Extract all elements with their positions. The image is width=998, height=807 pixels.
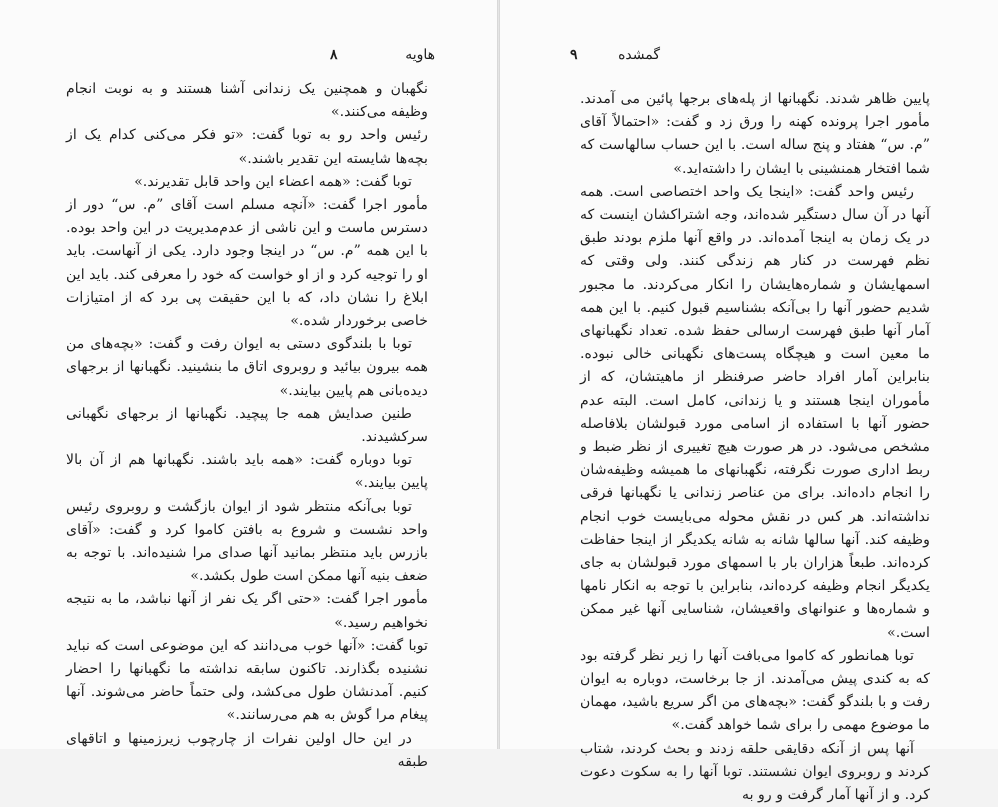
paragraph: پایین ظاهر شدند. نگهبانها از پله‌های برجها پائین می آمدند. مأمور اجرا پرونده کهنه را ورق زد و گفت: «احتمالاً آقای ”م. س“ هفتاد و پنج ساله است. با این حساب سالهاست که شما افتخار همنشینی با ایشان را داشته‌اید.» bbox=[580, 91, 930, 177]
right-page-body bbox=[580, 88, 930, 807]
paragraph: طنین صدایش همه جا پیچید. نگهبانها از برجهای نگهبانی سرکشیدند. bbox=[66, 405, 428, 446]
running-head: هاویه bbox=[405, 47, 435, 63]
paragraph: توبا بی‌آنکه منتظر شود از ایوان بازگشت و روبروی رئیس واحد نشست و شروع به بافتن کاموا کرد و گفت: «آقای بازرس باید منتظر بمانید آنها صدای مرا شنیده‌اند. با توجه به ضعف بنیه آنها ممکن است طول بکشد.» bbox=[66, 498, 428, 585]
paragraph: رئیس واحد رو به توبا گفت: «تو فکر می‌کنی کدام یک از بچه‌ها شایسته این تقدیر باشند.» bbox=[66, 127, 428, 167]
running-head: گمشده bbox=[618, 47, 660, 63]
paragraph: آنها پس از آنکه دقایقی حلقه زدند و بحث کردند، شتاب کردند و روبروی ایوان نشستند. توبا آنها را به سکوت دعوت کرد. و از آنها آمار گرفت و رو به bbox=[580, 740, 930, 804]
paragraph: توبا همانطور که کاموا می‌بافت آنها را زیر نظر گرفته بود که به کندی پیش می‌آمدند. از جا برخاست، دوباره به ایوان رفت و با بلندگو گفت: «بچه‌های من اگر سریع باشید، مهمان ما موضوع مهمی را برای شما خواهد گفت.» bbox=[580, 647, 930, 734]
page-number: ۸ bbox=[330, 47, 338, 63]
paragraph: توبا گفت: «همه اعضاء این واحد قابل تقدیرند.» bbox=[134, 173, 412, 190]
paragraph: در این حال اولین نفرات از چارچوب زیرزمینها و اتاقهای طبقه bbox=[66, 730, 428, 770]
paragraph: توبا با بلندگوی دستی به ایوان رفت و گفت: «بچه‌های من همه بیرون بیائید و روبروی اتاق ما بنشینید. نگهبانها از برجهای دیده‌بانی هم پایین بیایند.» bbox=[66, 336, 428, 399]
paragraph: مأمور اجرا گفت: «حتی اگر یک نفر از آنها نباشد، ما به نتیجه نخواهیم رسید.» bbox=[66, 591, 428, 631]
paragraph: رئیس واحد گفت: «اینجا یک واحد اختصاصی است. همه آنها در آن سال دستگیر شده‌اند، وجه اشتراکشان اینست که در یک زمان به اینجا آمده‌اند. در واقع آنها ملزم بودند طبق نظم فهرست در کنار هم زندگی کنند. ولی وقتی که اسمهایشان و شماره‌هایشان را انکار می‌کردند. ما مجبور شدیم حضور آنها را بی‌آنکه بشناسیم قبول کنیم. با این همه آمار آنها طبق فهرست ارسالی حفظ شده. تعداد نگهبانهای ما معین است و هیچگاه پست‌های نگهبانی خالی نبوده. بنابراین آمار افراد حاضر صرفنظر از ماهیتشان، که از مأموران اینجا هستند و یا زندانی، کامل است. البته عدم حضور آنها با استفاده از اسامی مورد قبولشان بلافاصله مشخص می‌شود. در هر صورت هیچ تغییری از نظر ضبط و ربط اداری صورت نگرفته، نگهبانهای ما همیشه وظیفه‌شان را انجام داده‌اند. برای من عناصر زندانی یا نگهبانها فرقی نداشته‌اند. هر کس در نقش محوله می‌بایست خوب انجام وظیفه کند. آنها سالها شانه به شانه یکدیگر از اینجا حفاظت کرده‌اند. طبعاً هزاران بار با اسمهای مورد قبولشان به جای یکدیگر انجام وظیفه کرده‌اند، بنابراین با توجه به انکار نامها و شماره‌ها و عنوانهای واقعیشان، شناسایی آنها غیر ممکن است.» bbox=[580, 183, 930, 641]
paragraph: مأمور اجرا گفت: «آنچه مسلم است آقای ”م. س“ دور از دسترس ماست و این ناشی از عدم‌مدیریت در این واحد بوده. با این همه ”م. س“ در اینجا وجود دارد. یکی از آنهاست. باید او را توجیه کرد و از او خواست که خود را معرفی کند. باید این ابلاغ را نشان داد، که با این حقیقت پی برد که از امتیازات خاصی برخوردار شده.» bbox=[66, 197, 428, 330]
left-page bbox=[0, 0, 497, 770]
paragraph: توبا دوباره گفت: «همه باید باشند. نگهبانها هم از آن بالا پایین بیایند.» bbox=[66, 452, 428, 492]
right-page-header bbox=[570, 47, 660, 63]
left-page-header bbox=[330, 47, 435, 63]
right-page bbox=[500, 0, 998, 804]
page-number: ۹ bbox=[570, 47, 578, 63]
paragraph: نگهبان و همچنین یک زندانی آشنا هستند و به نوبت انجام وظیفه می‌کنند.» bbox=[66, 81, 428, 121]
paragraph: توبا گفت: «آنها خوب می‌دانند که این موضوعی است که نباید نشنیده بگذارند. تاکنون سابقه نداشته ما نگهبانها را احضار کنیم. آمدنشان طول می‌کشد، ولی حتماً حاضر می‌شوند. آنها پیغام مرا گوش به هم می‌رسانند.» bbox=[66, 637, 428, 724]
left-page-body bbox=[66, 78, 428, 774]
